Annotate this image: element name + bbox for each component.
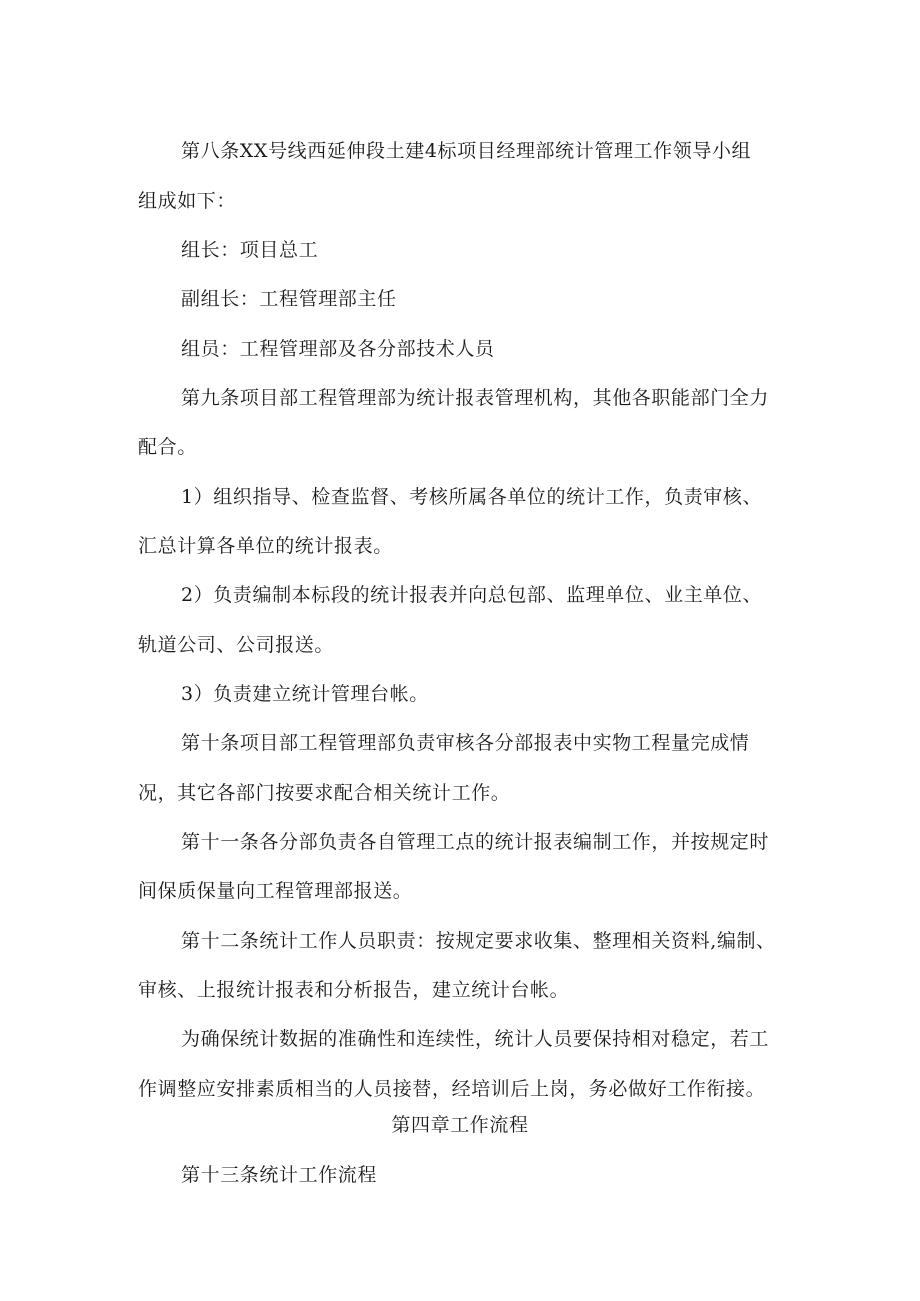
- list-item-3: 3）负责建立统计管理台帐。: [181, 683, 429, 705]
- paragraph-article-9-line-2: 配合。: [138, 436, 197, 458]
- list-item-1-line-1: 1）组织指导、检查监督、考核所属各单位的统计工作，负责审核、: [181, 486, 763, 508]
- paragraph-article-11-line-2: 间保质保量向工程管理部报送。: [138, 880, 413, 902]
- paragraph-article-11-line-1: 第十一条各分部负责各自管理工点的统计报表编制工作，并按规定时: [181, 831, 770, 853]
- paragraph-article-10-line-2: 况，其它各部门按要求配合相关统计工作。: [138, 782, 511, 804]
- paragraph-article-10-line-1: 第十条项目部工程管理部负责审核各分部报表中实物工程量完成情: [181, 732, 750, 754]
- deputy-leader-line: 副组长：工程管理部主任: [181, 288, 397, 310]
- paragraph-article-8-line-1: 第八条XX号线西延伸段土建4标项目经理部统计管理工作领导小组: [181, 140, 752, 162]
- paragraph-article-13: 第十三条统计工作流程: [181, 1164, 378, 1186]
- paragraph-stability-line-1: 为确保统计数据的准确性和连续性，统计人员要保持相对稳定，若工: [181, 1028, 770, 1050]
- list-item-2-line-2: 轨道公司、公司报送。: [138, 634, 335, 656]
- list-item-2-line-1: 2）负责编制本标段的统计报表并向总包部、监理单位、业主单位、: [181, 584, 763, 606]
- group-leader-line: 组长：项目总工: [181, 239, 319, 261]
- paragraph-article-9-line-1: 第九条项目部工程管理部为统计报表管理机构，其他各职能部门全力: [181, 387, 770, 409]
- chapter-heading: 第四章工作流程: [391, 1114, 529, 1136]
- paragraph-article-8-line-2: 组成如下：: [138, 190, 237, 212]
- paragraph-article-12-line-1: 第十二条统计工作人员职责：按规定要求收集、整理相关资料,编制、: [181, 930, 776, 952]
- paragraph-article-12-line-2: 审核、上报统计报表和分析报告，建立统计台帐。: [138, 979, 570, 1001]
- group-members-line: 组员：工程管理部及各分部技术人员: [181, 338, 495, 360]
- list-item-1-line-2: 汇总计算各单位的统计报表。: [138, 535, 393, 557]
- paragraph-stability-line-2: 作调整应安排素质相当的人员接替，经培训后上岗，务必做好工作衔接。: [138, 1078, 766, 1100]
